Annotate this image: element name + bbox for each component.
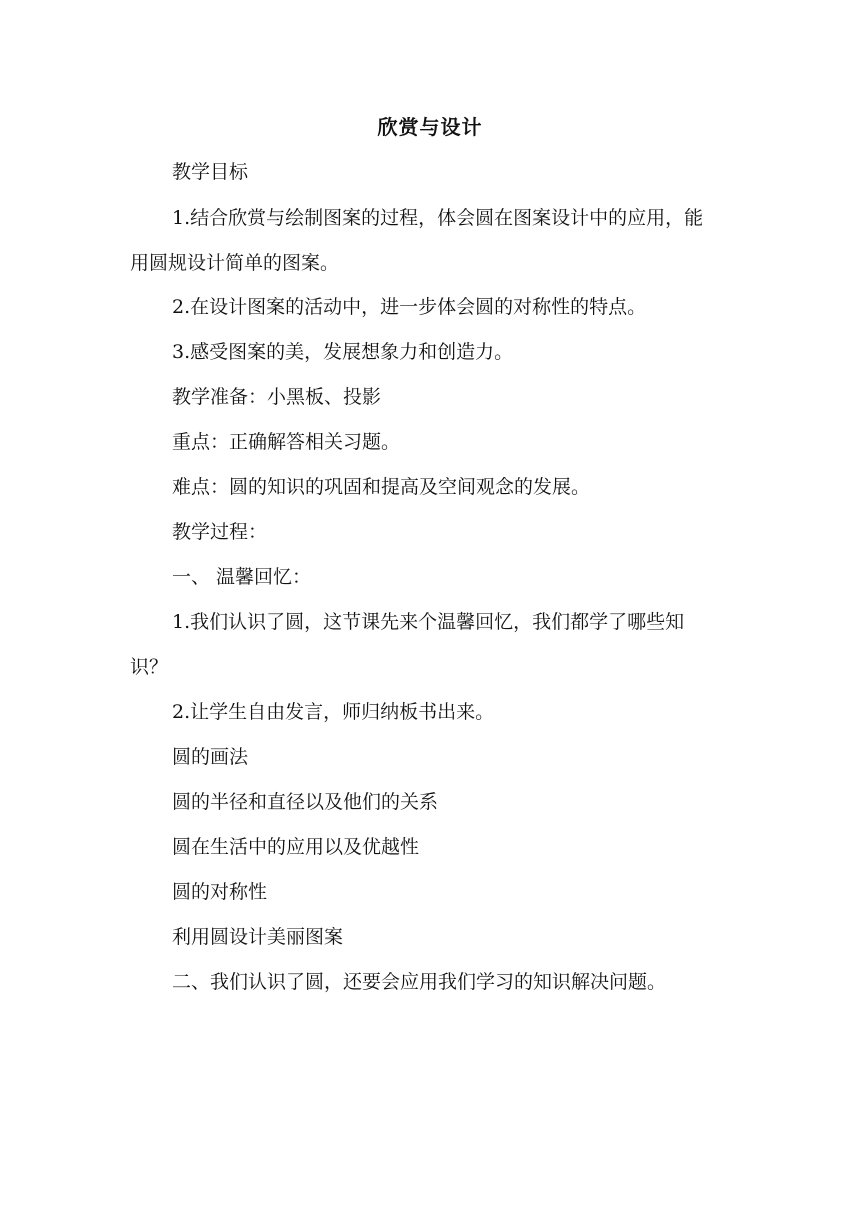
summary-item-symmetry: 圆的对称性 [172,881,268,903]
heading-teaching-goals: 教学目标 [172,161,249,183]
teaching-preparation: 教学准备：小黑板、投影 [172,386,382,408]
goal-1-line-1: 1.结合欣赏与绘制图案的过程，体会圆在图案设计中的应用，能 [172,207,704,229]
step-1-line-2: 识？ [130,656,169,678]
goal-2: 2.在设计图案的活动中，进一步体会圆的对称性的特点。 [172,296,647,318]
step-1-line-1: 1.我们认识了圆，这节课先来个温馨回忆，我们都学了哪些知 [172,611,685,633]
section-1-heading: 一、 温馨回忆： [172,566,312,588]
goal-3: 3.感受图案的美，发展想象力和创造力。 [172,341,514,363]
summary-item-radius-diameter: 圆的半径和直径以及他们的关系 [172,791,439,813]
step-2: 2.让学生自由发言，师归纳板书出来。 [172,701,495,723]
summary-item-drawing: 圆的画法 [172,746,249,768]
summary-item-design: 利用圆设计美丽图案 [172,926,344,948]
key-point: 重点：正确解答相关习题。 [172,431,401,453]
difficult-point: 难点：圆的知识的巩固和提高及空间观念的发展。 [172,476,591,498]
heading-teaching-process: 教学过程： [172,521,268,543]
goal-1-line-2: 用圆规设计简单的图案。 [130,252,340,274]
document-title: 欣赏与设计 [377,115,483,139]
section-2-heading: 二、我们认识了圆，还要会应用我们学习的知识解决问题。 [172,971,667,993]
summary-item-applications: 圆在生活中的应用以及优越性 [172,836,420,858]
